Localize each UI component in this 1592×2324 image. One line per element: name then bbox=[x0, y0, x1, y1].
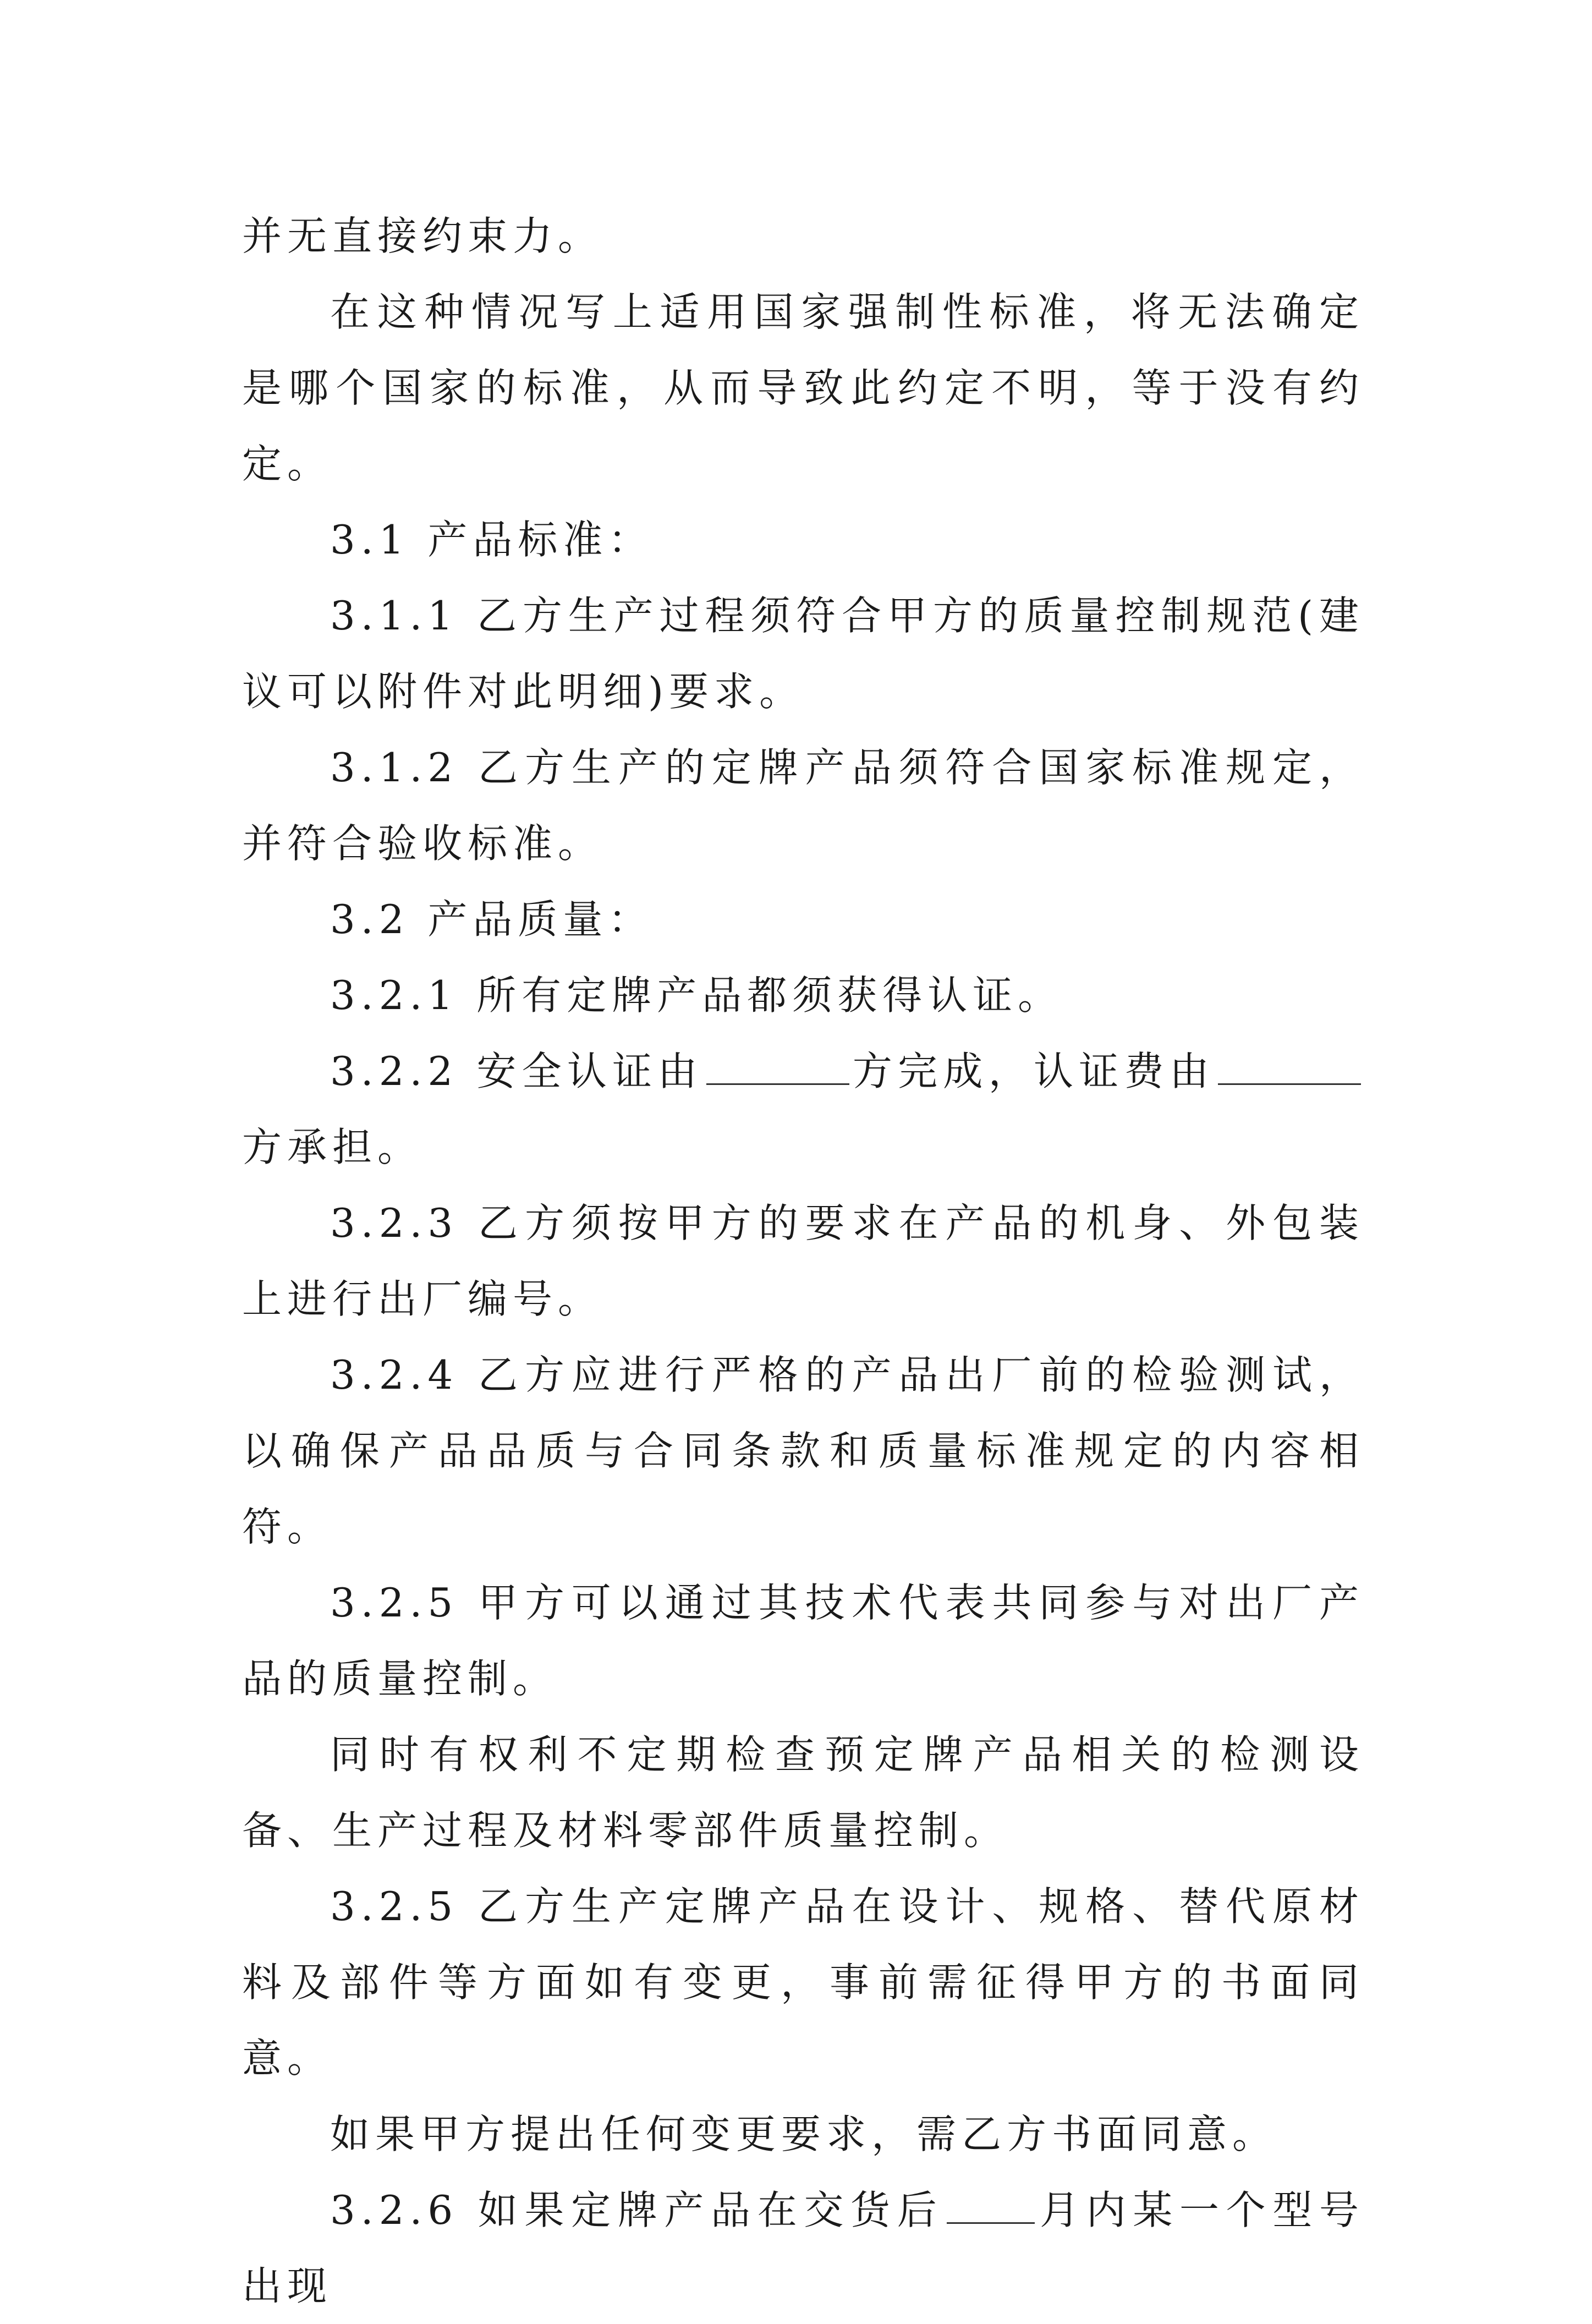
text-segment: 方承担。 bbox=[242, 1124, 423, 1170]
paragraph: 3.2.3 乙方须按甲方的要求在产品的机身、外包装上进行出厂编号。 bbox=[242, 1200, 1364, 1322]
paragraph: 3.1.1 乙方生产过程须符合甲方的质量控制规范(建议可以附件对此明细)要求。 bbox=[242, 593, 1364, 715]
fill-in-blank bbox=[947, 2189, 1035, 2224]
paragraph: 3.2.5 甲方可以通过其技术代表共同参与对出厂产品的质量控制。 bbox=[242, 1580, 1364, 1702]
paragraph: 如果甲方提出任何变更要求，需乙方书面同意。 bbox=[330, 2111, 1278, 2157]
paragraph: 3.2.1 所有定牌产品都须获得认证。 bbox=[330, 972, 1063, 1018]
text-segment: 方完成，认证费由 bbox=[852, 1048, 1215, 1094]
paragraph: 3.2.5 乙方生产定牌产品在设计、规格、替代原材料及部件等方面如有变更，事前需征得甲方的书面同意。 bbox=[242, 1883, 1364, 2081]
paragraph: 在这种情况写上适用国家强制性标准，将无法确定是哪个国家的标准，从而导致此约定不明，等于没有约定。 bbox=[242, 289, 1364, 487]
paragraph: 同时有权利不定期检查预定牌产品相关的检测设备、生产过程及材料零部件质量控制。 bbox=[242, 1731, 1364, 1854]
paragraph: 3.1.2 乙方生产的定牌产品须符合国家标准规定，并符合验收标准。 bbox=[242, 744, 1364, 867]
fill-in-blank bbox=[706, 1050, 849, 1085]
document-page bbox=[242, 198, 1364, 2324]
paragraph: 并无直接约束力。 bbox=[242, 213, 603, 259]
paragraph: 3.2.4 乙方应进行严格的产品出厂前的检验测试，以确保产品品质与合同条款和质量标准规定的内容相符。 bbox=[242, 1352, 1364, 1550]
paragraph-with-blanks bbox=[242, 2172, 1364, 2324]
text-segment: 3.2.2 安全认证由 bbox=[330, 1048, 703, 1094]
paragraph-with-blanks bbox=[242, 1033, 1364, 1185]
section-heading: 3.1 产品标准： bbox=[330, 517, 654, 563]
fill-in-blank bbox=[1218, 1050, 1361, 1085]
section-heading: 3.2 产品质量： bbox=[330, 896, 654, 942]
text-segment: 3.2.6 如果定牌产品在交货后 bbox=[330, 2187, 944, 2233]
text-segment: 月内某一个型号出现 bbox=[242, 2187, 1364, 2309]
